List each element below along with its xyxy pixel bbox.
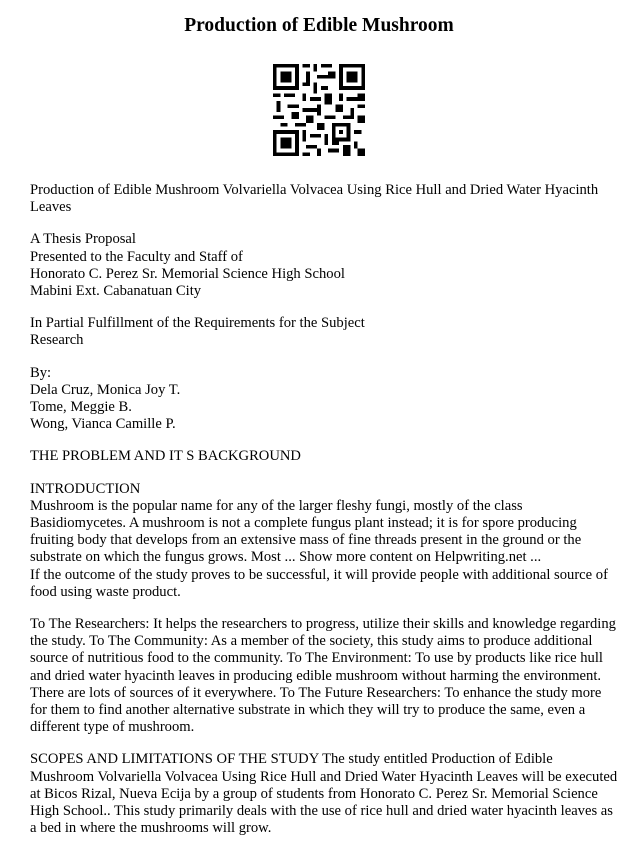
- document-body: [30, 182, 620, 853]
- proposal-block: [30, 231, 620, 300]
- proposal-line: A Thesis Proposal: [30, 231, 136, 248]
- introduction-heading: INTRODUCTION: [30, 480, 141, 497]
- author-name: Tome, Meggie B.: [30, 399, 132, 416]
- authors-label: By:: [30, 364, 52, 381]
- chapter-heading: THE PROBLEM AND IT S BACKGROUND: [30, 448, 301, 465]
- fulfillment-line: In Partial Fulfillment of the Requirements for the Subject: [30, 315, 365, 332]
- scope-paragraph: SCOPES AND LIMITATIONS OF THE STUDY The study entitled Production of Edible Mushroom Volvariella Volvacea Using Rice Hull and Dried Water Hyacinth Leaves will be executed at Bicos Rizal, Nueva Ecija by a group of students from Honorato C. Perez Sr. Memorial Science High School.. This study primarily deals with the use of rice hull and dried water hyacinth leaves as a bed in where the mushrooms will grow.: [30, 751, 618, 837]
- introduction-paragraph: If the outcome of the study proves to be successful, it will provide people with additional source of food using waste product.: [30, 566, 608, 600]
- proposal-line: Mabini Ext. Cabanatuan City: [30, 283, 202, 300]
- author-name: Wong, Vianca Camille P.: [30, 416, 176, 433]
- qr-code: [273, 64, 365, 156]
- introduction-paragraph: Mushroom is the popular name for any of the larger fleshy fungi, mostly of the class Basidiomycetes. A mushroom is not a complete fungus plant instead; it is for spore producing fruiting body that develops from an extensive mass of fine threads present in the ground or the substrate on which the fungus grows. Most ... Show more content on Helpwriting.net ...: [30, 497, 582, 566]
- document-title: Production of Edible Mushroom: [184, 15, 454, 36]
- significance-paragraph: To The Researchers: It helps the researchers to progress, utilize their skills and knowledge regarding the study. To The Community: As a member of the society, this study aims to produce additional source of nutritious food to the community. To The Environment: To use by products like rice hull and dried water hyacinth leaves in producing edible mushroom without harming the environment. There are lots of sources of it everywhere. To The Future Researchers: To enhance the study more for them to find another alternative substrate in which they will try to produce the same, even a different type of mushroom.: [30, 616, 616, 736]
- thesis-title: Production of Edible Mushroom Volvariella Volvacea Using Rice Hull and Dried Water Hyacinth Leaves: [30, 182, 599, 216]
- proposal-line: Presented to the Faculty and Staff of: [30, 248, 243, 265]
- fulfillment-line: Research: [30, 332, 84, 349]
- proposal-line: Honorato C. Perez Sr. Memorial Science High School: [30, 265, 345, 282]
- author-name: Dela Cruz, Monica Joy T.: [30, 381, 181, 398]
- fulfillment-block: [30, 315, 620, 349]
- authors-block: [30, 365, 620, 434]
